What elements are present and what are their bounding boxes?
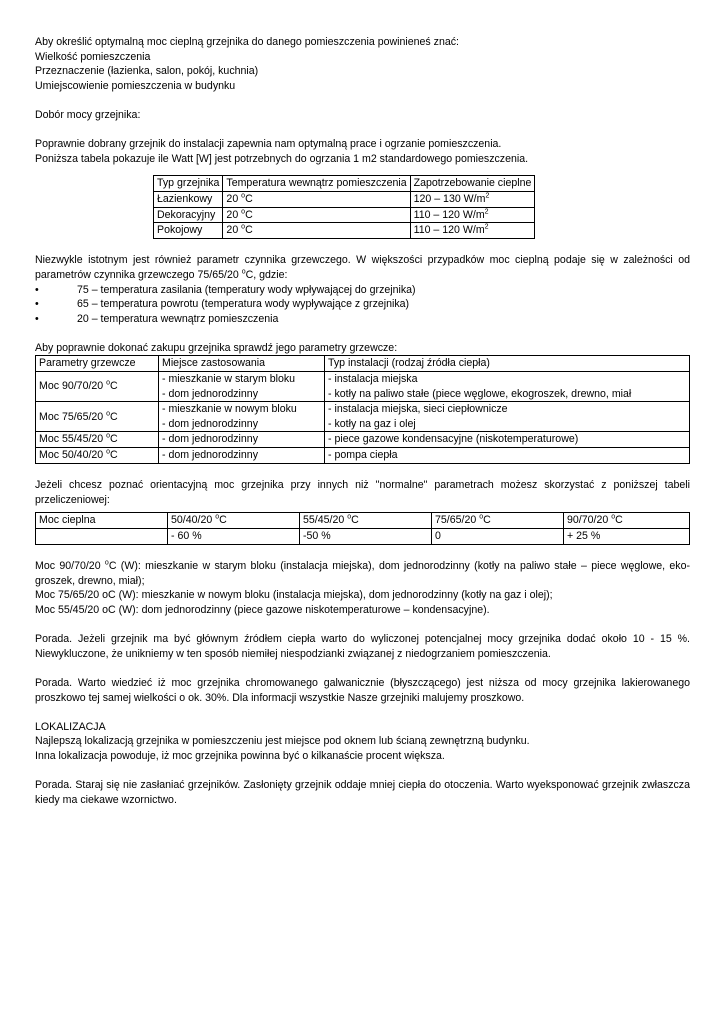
table-row [154, 207, 535, 223]
list-item: • 75 – temperatura zasilania (temperatury wody wpływającej do grzejnika) [35, 283, 416, 296]
column-header: Typ instalacji (rodzaj źródła ciepła) [325, 356, 690, 372]
heat-demand-table [153, 175, 535, 238]
note-paragraph: Moc 90/70/20 $^o$C (W): mieszkanie w starym bloku (instalacja miejska), dom jednorodzinny (kotły na paliwo stałe – piece węglowe, eko-groszek, drewno, miał); [35, 559, 690, 587]
radiator-type: Pokojowy [154, 223, 223, 239]
conversion-column-header: 90/70/20 $^o$C [564, 513, 690, 529]
location-heading: LOKALIZACJA [35, 720, 106, 733]
intro-line: Przeznaczenie (łazienka, salon, pokój, kuchnia) [35, 65, 259, 78]
table-row [154, 191, 535, 207]
application-place: - mieszkanie w nowym bloku - dom jednorodzinny [159, 402, 325, 432]
intro-line: Aby określić optymalną moc cieplną grzejnika do danego pomieszczenia powinieneś znać: [35, 36, 459, 48]
column-header: Miejsce zastosowania [159, 356, 325, 372]
table-header-row [154, 176, 535, 192]
application-place: - dom jednorodzinny [159, 432, 325, 448]
column-header: Parametry grzewcze [36, 356, 159, 372]
heating-parameter: Moc 50/40/20 $^o$C [36, 448, 159, 464]
location-paragraph: Inna lokalizacja powoduje, iż moc grzejnika powinna być o kilkanaście procent większa. [35, 749, 445, 762]
installation-type: - instalacja miejska, sieci ciepłownicze - kotły na gaz i olej [325, 402, 690, 432]
radiator-type: Dekoracyjny [154, 207, 223, 223]
installation-type: - pompa ciepła [325, 448, 690, 464]
heating-parameter: Moc 55/45/20 $^o$C [36, 432, 159, 448]
location-paragraph: Najlepszą lokalizacją grzejnika w pomieszczeniu jest miejsce pod oknem lub ścianą zewnętrzną budynku. [35, 735, 530, 748]
application-place: - dom jednorodzinny [159, 448, 325, 464]
conversion-value: 0 [432, 529, 564, 545]
heating-parameter: Moc 75/65/20 $^o$C [36, 402, 159, 432]
conversion-column-header: 50/40/20 $^o$C [168, 513, 300, 529]
table-row [36, 529, 690, 545]
application-place: - mieszkanie w starym bloku - dom jednorodzinny [159, 372, 325, 402]
room-temperature: 20 $^o$C [223, 223, 410, 239]
installation-type: - piece gazowe kondensacyjne (niskotemperaturowe) [325, 432, 690, 448]
conversion-value: - 60 % [168, 529, 300, 545]
table-row [36, 402, 690, 432]
heat-demand: 120 – 130 $W/m^2$ [410, 191, 535, 207]
tip-paragraph: Porada. Warto wiedzieć iż moc grzejnika chromowanego galwanicznie (błyszczącego) jest niższa od mocy grzejnika lakierowanego proszkowo tej samej wielkości o ok. 30%. Dla informacji wszystkie Nasze grzejniki malujemy proszkowo. [35, 676, 690, 704]
conversion-column-header: 75/65/20 $^o$C [432, 513, 564, 529]
table-row [36, 448, 690, 464]
intro-line: Umiejscowienie pomieszczenia w budynku [35, 79, 236, 92]
heat-demand: 110 – 120 $W/m^2$ [410, 223, 535, 239]
dobor-paragraph: Poniższa tabela pokazuje ile Watt [W] jest potrzebnych do ogrzania 1 m2 standardowego pomieszczenia. [35, 152, 529, 165]
table-row [36, 372, 690, 402]
conversion-empty-cell [36, 529, 168, 545]
conversion-value: -50 % [300, 529, 432, 545]
dobor-paragraph: Poprawnie dobrany grzejnik do instalacji zapewnia nam optymalną prace i ogrzanie pomieszczenia. [35, 138, 502, 151]
list-item: • 20 – temperatura wewnątrz pomieszczenia [35, 312, 279, 325]
conversion-table [35, 512, 690, 544]
room-temperature: 20 $^o$C [223, 207, 410, 223]
conversion-column-header: 55/45/20 $^o$C [300, 513, 432, 529]
heat-demand: 110 – 120 $W/m^2$ [410, 207, 535, 223]
heating-parameter: Moc 90/70/20 $^o$C [36, 372, 159, 402]
table-row [36, 513, 690, 529]
column-header: Zapotrzebowanie cieplne [410, 176, 535, 192]
column-header: Typ grzejnika [154, 176, 223, 192]
heating-parameters-table [35, 355, 690, 463]
table-row [154, 223, 535, 239]
parameter-paragraph: Niezwykle istotnym jest również parametr czynnika grzewczego. W większości przypadków moc cieplną podaje się w zależności od parametrów czynnika grzewczego 75/65/20 $^o$C, gdzie: [35, 254, 690, 281]
table-header-row [36, 356, 690, 372]
tip-paragraph: Porada. Jeżeli grzejnik ma być głównym źródłem ciepła warto do wyliczonej potencjalnej mocy grzejnika dodać około 10 - 15 %. Niewykluczone, że unikniemy w ten sposób niemiłej niespodzianki związanej z niedogrzaniem pomieszczenia. [35, 633, 690, 660]
intro-line: Wielkość pomieszczenia [35, 50, 151, 63]
document-page [35, 35, 690, 807]
note-paragraph: Moc 55/45/20 oC (W): dom jednorodzinny (piece gazowe niskotemperaturowe – kondensacyjne). [35, 603, 490, 616]
conversion-value: + 25 % [564, 529, 690, 545]
dobor-heading: Dobór mocy grzejnika: [35, 108, 141, 121]
radiator-type: Łazienkowy [154, 191, 223, 207]
table-row [36, 432, 690, 448]
conversion-label: Moc cieplna [36, 513, 168, 529]
installation-type: - instalacja miejska - kotły na paliwo stałe (piece węglowe, ekogroszek, drewno, miał [325, 372, 690, 402]
parameter-list [35, 283, 690, 327]
room-temperature: 20 $^o$C [223, 191, 410, 207]
column-header: Temperatura wewnątrz pomieszczenia [223, 176, 410, 192]
list-item: • 65 – temperatura powrotu (temperatura wody wypływające z grzejnika) [35, 298, 410, 311]
tip-paragraph: Porada. Staraj się nie zasłaniać grzejników. Zasłonięty grzejnik oddaje mniej ciepła do otoczenia. Warto wyeksponować grzejnik zwłaszcza kiedy ma ciekawe wzornictwo. [35, 779, 690, 806]
conversion-intro: Jeżeli chcesz poznać orientacyjną moc grzejnika przy innych niż "normalne" parametrach możesz skorzystać z poniższej tabeli przeliczeniowej: [35, 479, 690, 506]
check-parameters-text: Aby poprawnie dokonać zakupu grzejnika sprawdź jego parametry grzewcze: [35, 341, 398, 354]
note-paragraph: Moc 75/65/20 oC (W): mieszkanie w nowym bloku (instalacja miejska), dom jednorodzinny (kotły na gaz i olej); [35, 589, 553, 602]
